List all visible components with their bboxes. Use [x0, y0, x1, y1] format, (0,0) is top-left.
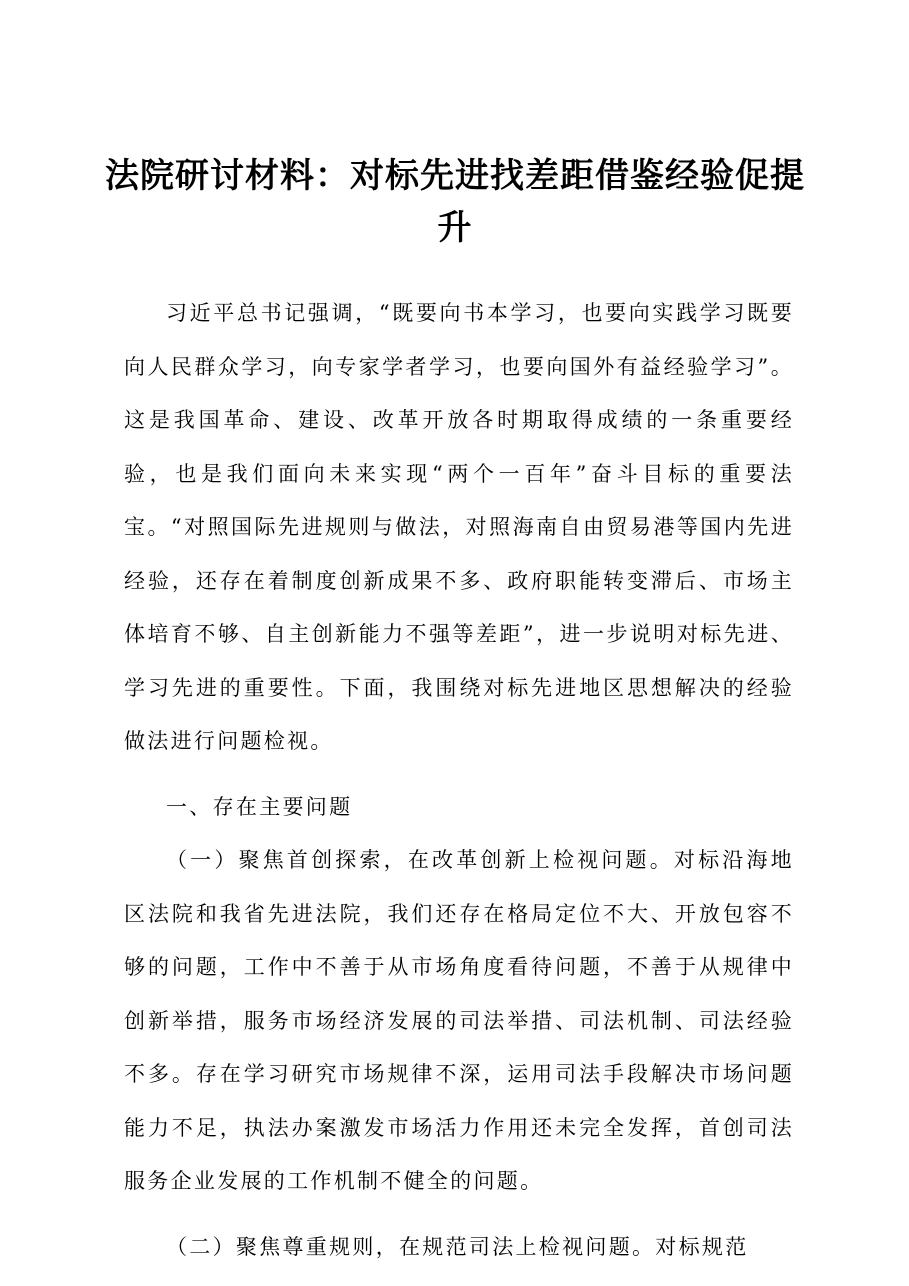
problem-paragraph-1: （一）聚焦首创探索，在改革创新上检视问题。对标沿海地区法院和我省先进法院，我们还存在格局定位不大、开放包容不够的问题，工作中不善于从市场角度看待问题，不善于从规律中创新举措，服务市场经济发展的司法举措、司法机制、司法经验不多。存在学习研究市场规律不深，运用司法手段解决市场问题能力不足，执法办案激发市场活力作用还未完全发挥，首创司法服务企业发展的工作机制不健全的问题。 — [124, 848, 794, 1193]
problem-paragraph-2: （二）聚焦尊重规则，在规范司法上检视问题。对标规范 — [166, 1234, 749, 1259]
document-body — [124, 287, 794, 1286]
intro-paragraph: 习近平总书记强调，“既要向书本学习，也要向实践学习既要向人民群众学习，向专家学者学习，也要向国外有益经验学习”。这是我国革命、建设、改革开放各时期取得成绩的一条重要经验，也是我们面向未来实现“两个一百年”奋斗目标的重要法宝。“对照国际先进规则与做法，对照海南自由贸易港等国内先进经验，还存在着制度创新成果不多、政府职能转变滞后、市场主体培育不够、自主创新能力不强等差距”，进一步说明对标先进、学习先进的重要性。下面，我围绕对标先进地区思想解决的经验做法进行问题检视。 — [124, 301, 794, 753]
section-heading: 一、存在主要问题 — [166, 794, 353, 819]
document-title: 法院研讨材料：对标先进找差距借鉴经验促提升 — [105, 156, 805, 248]
